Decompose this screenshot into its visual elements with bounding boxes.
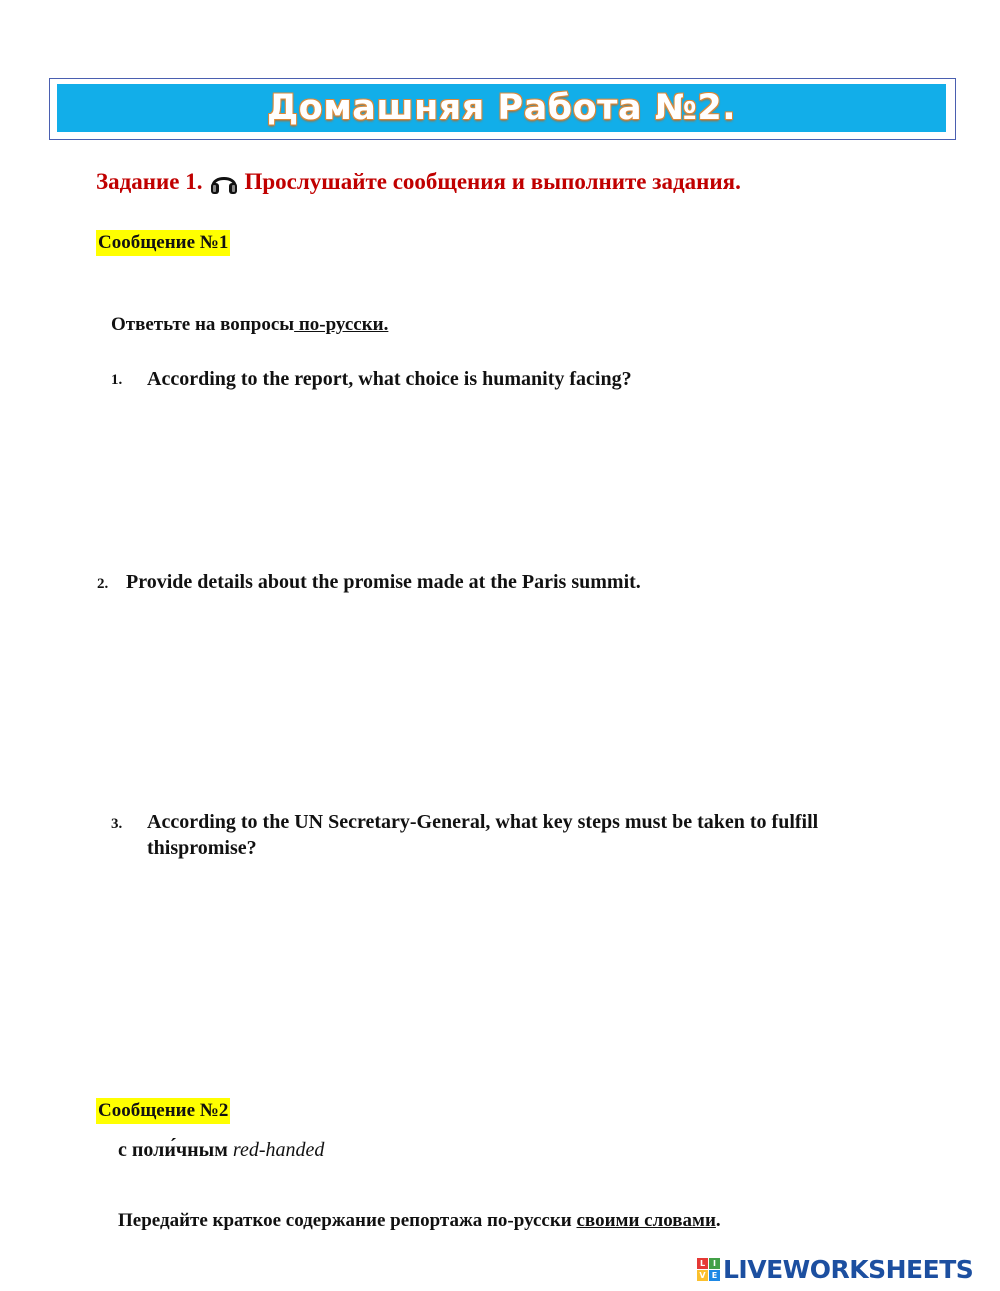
retell-underlined: своими словами	[576, 1210, 716, 1231]
vocab-english: red-handed	[232, 1139, 325, 1161]
instruction-underlined: по-русски.	[294, 314, 389, 335]
logo-letter-l: L	[697, 1258, 708, 1269]
question-3-number: 3.	[111, 816, 123, 832]
retell-suffix: .	[715, 1210, 721, 1231]
liveworksheets-brand	[697, 1255, 973, 1284]
task-1-text: Прослушайте сообщения и выполните задания.	[244, 169, 741, 194]
liveworksheets-wordmark: LIVEWORKSHEETS	[723, 1255, 974, 1284]
retell-prefix: Передайте краткое содержание репортажа по-русски	[118, 1210, 577, 1231]
liveworksheets-logo-icon	[697, 1258, 720, 1281]
question-2-text: Provide details about the promise made at the Paris summit.	[126, 571, 641, 593]
page-title: Домашняя Работа №2.	[266, 88, 737, 128]
retell-instruction	[118, 1210, 721, 1232]
title-frame	[49, 78, 956, 140]
instruction-prefix: Ответьте на вопросы	[111, 314, 295, 335]
logo-letter-i: I	[709, 1258, 720, 1269]
task-1-label: Задание 1.	[96, 169, 203, 194]
question-2-number: 2.	[97, 576, 109, 592]
logo-letter-e: E	[709, 1270, 720, 1281]
message-1-label: Сообщение №1	[96, 230, 230, 256]
message-2-label: Сообщение №2	[96, 1098, 230, 1124]
question-1-number: 1.	[111, 372, 123, 388]
vocab-russian: с поли́чным	[118, 1139, 228, 1161]
logo-letter-v: V	[697, 1270, 708, 1281]
question-1-text: According to the report, what choice is humanity facing?	[147, 368, 632, 390]
headphones-icon	[209, 169, 239, 195]
answer-instruction	[111, 314, 388, 336]
question-3-text: According to the UN Secretary-General, what key steps must be taken to fulfill thispromise?	[147, 811, 819, 859]
title-bar	[57, 84, 946, 132]
task-1-heading	[96, 169, 741, 195]
vocabulary-item	[118, 1139, 324, 1162]
